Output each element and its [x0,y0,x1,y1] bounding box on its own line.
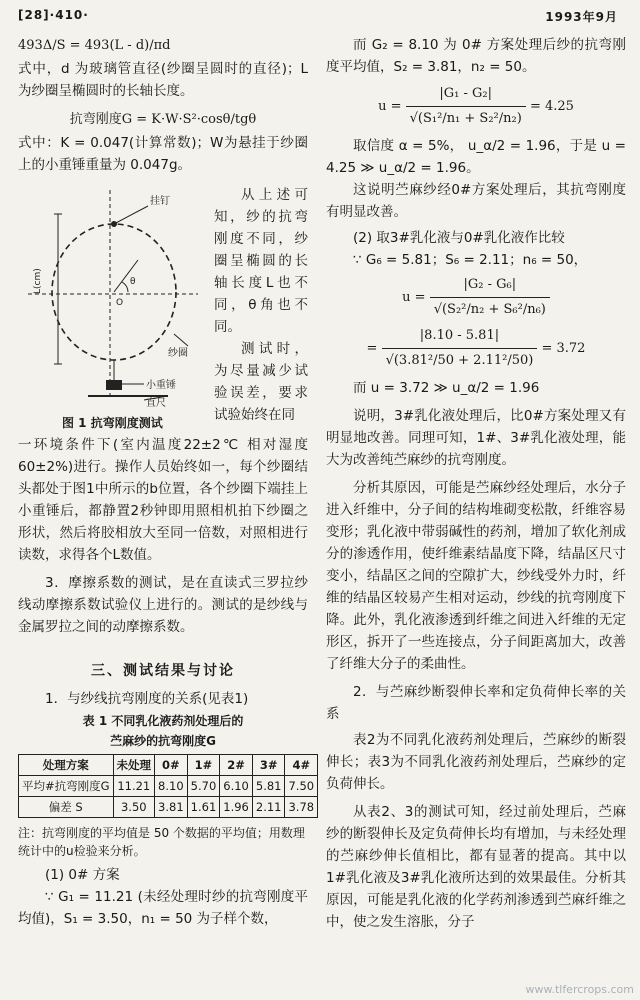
table-cell: 5.81 [252,776,285,797]
para-analysis: 分析其原因，可能是苎麻纱经处理后，水分子进入纤维中，分子间的结构堆砌变松散，纤维容易变形；乳化液中带弱碱性的药剂，增加了软化剂成分的渗透作用，使纤维素结晶度下降，结晶区尺寸变小，结晶区之间的空隙扩大，纱线受外力时，纤维的结晶区较易产生相对运动，纱线的抗弯刚度下降。此外，乳化液渗透到纤维之间进入纤维的无定形区，拆开了一些连接点，分子间距离加大，改善了纤维大分子的柔曲性。 [326,480,626,672]
formula-fraction [406,82,526,131]
formula-u-2 [326,273,626,322]
right-column [326,34,626,933]
formula-fraction [430,273,550,322]
table-row [19,797,318,818]
table-header: 未处理 [113,755,155,776]
para-conclusion-2: 说明，3#乳化液处理后，比0#方案处理又有明显地改善。同理可知，1#、3#乳化液处理，能大为改善纯苎麻纱的抗弯刚度。 [326,408,626,468]
rigidity-test-diagram [18,184,208,410]
subheading-1: 1．与纱线抗弯刚度的关系(见表1) [45,691,249,707]
table-cell: 2.11 [252,797,285,818]
formula-lhs: u = [378,99,402,114]
formula-numerator: |G₂ - G₆| [430,273,550,298]
formula-result: = 3.72 [541,341,586,356]
table-cell: 平均#抗弯刚度G [19,776,114,797]
table-cell: 8.10 [155,776,188,797]
formula-denominator: √(S₂²/n₂ + S₆²/n₆) [433,302,546,317]
table-cell: 3.50 [113,797,155,818]
table-cell: 7.50 [285,776,318,797]
label-hang-peg: 挂钉 [150,196,170,207]
table-cell: 1.96 [220,797,253,818]
formula-denominator: √(3.81²/50 + 2.11²/50) [385,353,534,368]
formula-u-1 [326,82,626,131]
subheading-compare: (2) 取3#乳化液与0#乳化液作比较 [353,230,565,246]
para-conclusion-1: 这说明苎麻纱经0#方案处理后，其抗弯刚度有明显改善。 [326,182,626,220]
label-angle: θ [130,277,136,287]
table-cell: 3.81 [155,797,188,818]
left-column [18,34,315,930]
table-header: 处理方案 [19,755,114,776]
label-ruler: 直尺 [146,398,166,409]
para-procedure: 一环境条件下(室内温度22±2℃ 相对湿度60±2%)进行。操作人员始终如一，每个纱圈结头都处于图1中所示的b位置，各个纱圈下端挂上小重锤后，都静置2秒钟即用照相机拍下纱圈之形状，然后将胶相放大至同一倍数，对照相进行读数，求得各个L数值。 [18,437,308,563]
label-weight: 小重锤 [146,380,176,391]
figure-caption: 图 1 抗弯刚度测试 [62,416,163,430]
table-header: 4# [285,755,318,776]
para-confidence: 取信度 α = 5%， u_α/2 = 1.96，于是 u = 4.25 ≫ u_α/2 = 1.96。 [326,138,626,176]
para-scheme3-values: ∵ G₆ = 5.81；S₆ = 2.11；n₆ = 50， [353,252,588,268]
page-header-right: 1993年9月 [545,10,618,24]
para-definition: 式中，d 为玻璃管直径(纱圈呈圆时的直径)；L 为纱圈呈椭圆时的长轴长度。 [18,61,308,99]
formula-numerator: |G₁ - G₂| [406,82,526,107]
subheading-2: 2．与苎麻纱断裂伸长率和定负荷伸长率的关系 [326,684,626,722]
table-cell: 1.61 [187,797,220,818]
table-note: 注：抗弯刚度的平均值是 50 个数据的平均值；用数理统计中的u检验来分析。 [18,826,305,858]
table-1 [18,754,318,818]
table-header: 1# [187,755,220,776]
table-cell: 3.78 [285,797,318,818]
para-comparison: 而 u = 3.72 ≫ u_α/2 = 1.96 [353,380,540,396]
para-figure-side: 从上述可知，纱的抗弯刚度不同，纱圈呈椭圆的长轴长度L也不同，θ角也不同。 [214,187,308,335]
formula-lhs: u = [402,290,426,305]
formula-u-3: = $\frac{|8.10 - 5.81|}{\text{√(3.81²/50 + 2.11²/50)}}$ = 3.72 [326,324,626,373]
para-scheme0-values: 而 G₂ = 8.10 为 0# 方案处理后纱的抗弯刚度平均值，S₂ = 3.81，n₂ = 50。 [326,37,626,75]
formula-result: = 4.25 [529,99,574,114]
formula-rigidity: 抗弯刚度G = K·W·S²·cosθ/tgθ [69,112,257,127]
table-cell: 11.21 [113,776,155,797]
table-header: 3# [252,755,285,776]
formula-numerator: |8.10 - 5.81| [382,324,538,349]
label-origin: O [116,298,124,308]
para-elongation: 从表2、3的测试可知，经过前处理后，苎麻纱的断裂伸长及定负荷伸长均有增加，与未经处理的苎麻纱伸长值相比，都有显著的提高。其中以1#乳化液及3#乳化液所达到的效果最佳。分析其原因，可能是乳化液的化学药剂渗透到苎麻纤维之中，使之发生溶胀，分子 [326,804,626,930]
table-row [19,776,318,797]
formula-denominator: √(S₁²/n₁ + S₂²/n₂) [409,111,522,126]
table-title-2: 苎麻纱的抗弯刚度G [110,734,216,748]
formula-fraction [382,324,538,373]
para-figure-side-2: 测试时，为尽量减少试验误差，要求试验始终在同 [214,341,308,423]
table-cell: 5.70 [187,776,220,797]
watermark: www.tlfercrops.com [525,983,634,996]
formula-delta: 493Δ/S = 493(L - d)/πd [18,38,171,53]
label-yarn-loop: 纱圈 [168,348,188,359]
subheading-scheme-0: (1) 0# 方案 [45,867,120,883]
table-title-1: 表 1 不同乳化液药剂处理后的 [82,714,244,728]
para-tables-intro: 表2为不同乳化液药剂处理后，苎麻纱的断裂伸长；表3为不同乳化液药剂处理后，苎麻纱的定负荷伸长。 [326,732,626,792]
figure-side-text [214,184,308,426]
page-header-left: [28]·410· [18,8,89,22]
para-untreated: ∵ G₁ = 11.21 (未经处理时纱的抗弯刚度平均值)，S₁ = 3.50，n₁ = 50 为子样个数， [18,889,308,927]
table-header: 2# [220,755,253,776]
table-header: 0# [155,755,188,776]
table-cell: 偏差 S [19,797,114,818]
table-cell: 6.10 [220,776,253,797]
para-friction: 3．摩擦系数的测试，是在直读式三罗拉纱线动摩擦系数试验仪上进行的。测试的是纱线与金属罗拉之间的动摩擦系数。 [18,575,308,635]
label-axis: L(cm) [33,268,43,294]
para-constants: 式中：K = 0.047(计算常数)；W为悬挂于纱圈上的小重锤重量为 0.047g。 [18,135,308,173]
section-heading: 三、测试结果与讨论 [91,663,235,679]
